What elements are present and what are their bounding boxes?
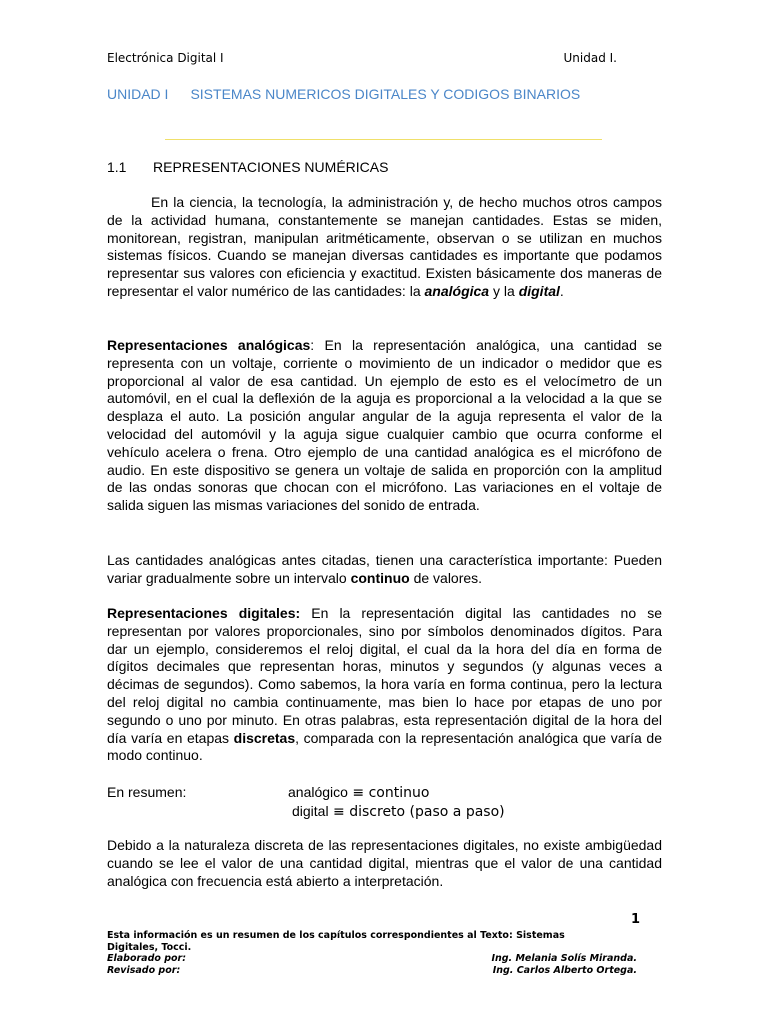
summary-label: En resumen:: [107, 784, 187, 800]
analog-lead: Representaciones analógicas: [107, 337, 311, 353]
header-course: Electrónica Digital I: [107, 51, 224, 65]
term-discretas: discretas: [233, 729, 296, 746]
section-number: 1.1: [107, 159, 127, 175]
unit-label: UNIDAD I: [107, 86, 169, 102]
footer-source-line2: Digitales, Tocci.: [107, 941, 192, 953]
term-analogica: analógica: [424, 282, 490, 299]
paragraph-analog: Representaciones analógicas: En la representación analógica, una cantidad se representa con un voltaje, corriente o movimiento de un indicador o medidor que es proporcional al valor de esa cantidad. Un ejemplo de esto es el velocímetro de un automóvil, en el cual la deflexión de la aguja es proporcional a la velocidad a la que se desplaza el auto. La posición angular angular de la aguja representa el valor de la velocidad del automóvil y la aguja sigue cualquier cambio que ocurra conforme el vehículo acelera o frena. Otro ejemplo de una cantidad analógica es el micrófono de audio. En este dispositivo se genera un voltaje de salida en proporción con la amplitud de las ondas sonoras que chocan con el micrófono. Las variaciones en el voltaje de salida siguen las mismas variaciones del sonido de entrada.: [107, 337, 662, 514]
footer-source-line1: Esta información es un resumen de los capítulos correspondientes al Texto: Sistemas: [107, 930, 565, 941]
term-continuo: continuo: [350, 569, 410, 586]
summary-line-digital: digital ≡ discreto (paso a paso): [292, 803, 505, 820]
paragraph-intro: En la ciencia, la tecnología, la administración y, de hecho muchos otros campos de la actividad humana, constantemente se manejan cantidades. Estas se miden, monitorean, registran, manipulan aritméticamente, observan o se utilizan en muchos sistemas físicos. Cuando se manejan diversas cantidades es importante que podamos representar sus valores con eficiencia y exactitud. Existen básicamente dos maneras de representar el valor numérico de las cantidades: la analógica y la digital.: [107, 194, 662, 299]
summary-line-analog: analógico ≡ continuo: [288, 784, 430, 801]
digital-lead: Representaciones digitales:: [107, 605, 301, 621]
page-number: 1: [631, 912, 641, 927]
term-digital: digital: [518, 282, 560, 299]
footer: [107, 930, 642, 976]
footer-elaborado: Elaborado por: Ing. Melania Solís Miranda.: [107, 953, 637, 964]
section-title: REPRESENTACIONES NUMÉRICAS: [153, 159, 389, 175]
unit-heading: SISTEMAS NUMERICOS DIGITALES Y CODIGOS BINARIOS: [190, 86, 581, 102]
unit-title: [107, 86, 667, 102]
paragraph-digital: Representaciones digitales: En la representación digital las cantidades no se representan por valores proporcionales, sino por símbolos denominados dígitos. Para dar un ejemplo, consideremos el reloj digital, el cual da la hora del día en forma de dígitos decimales que representan horas, minutos y segundos (y algunas veces a décimas de segundos). Como sabemos, la hora varía en forma continua, pero la lectura del reloj digital no cambia continuamente, mas bien lo hace por etapas de uno por segundo o uno por minuto. En otras palabras, esta representación digital de la hora del día varía en etapas discretas, comparada con la representación analógica que varía de modo continuo.: [107, 605, 662, 764]
running-header: [107, 51, 662, 65]
paragraph-analog-continuous: Las cantidades analógicas antes citadas, tienen una característica importante: Pueden variar gradualmente sobre un intervalo continuo de valores.: [107, 552, 662, 586]
header-unit: Unidad I.: [563, 51, 617, 65]
section-heading: [107, 159, 388, 175]
footer-revisado: Revisado por: Ing. Carlos Alberto Ortega.: [107, 964, 637, 976]
divider-rule: [165, 139, 602, 140]
paragraph-conclusion: Debido a la naturaleza discreta de las representaciones digitales, no existe ambigüedad cuando se lee el valor de una cantidad digital, mientras que el valor de una cantidad analógica con frecuencia está abierto a interpretación.: [107, 837, 662, 889]
